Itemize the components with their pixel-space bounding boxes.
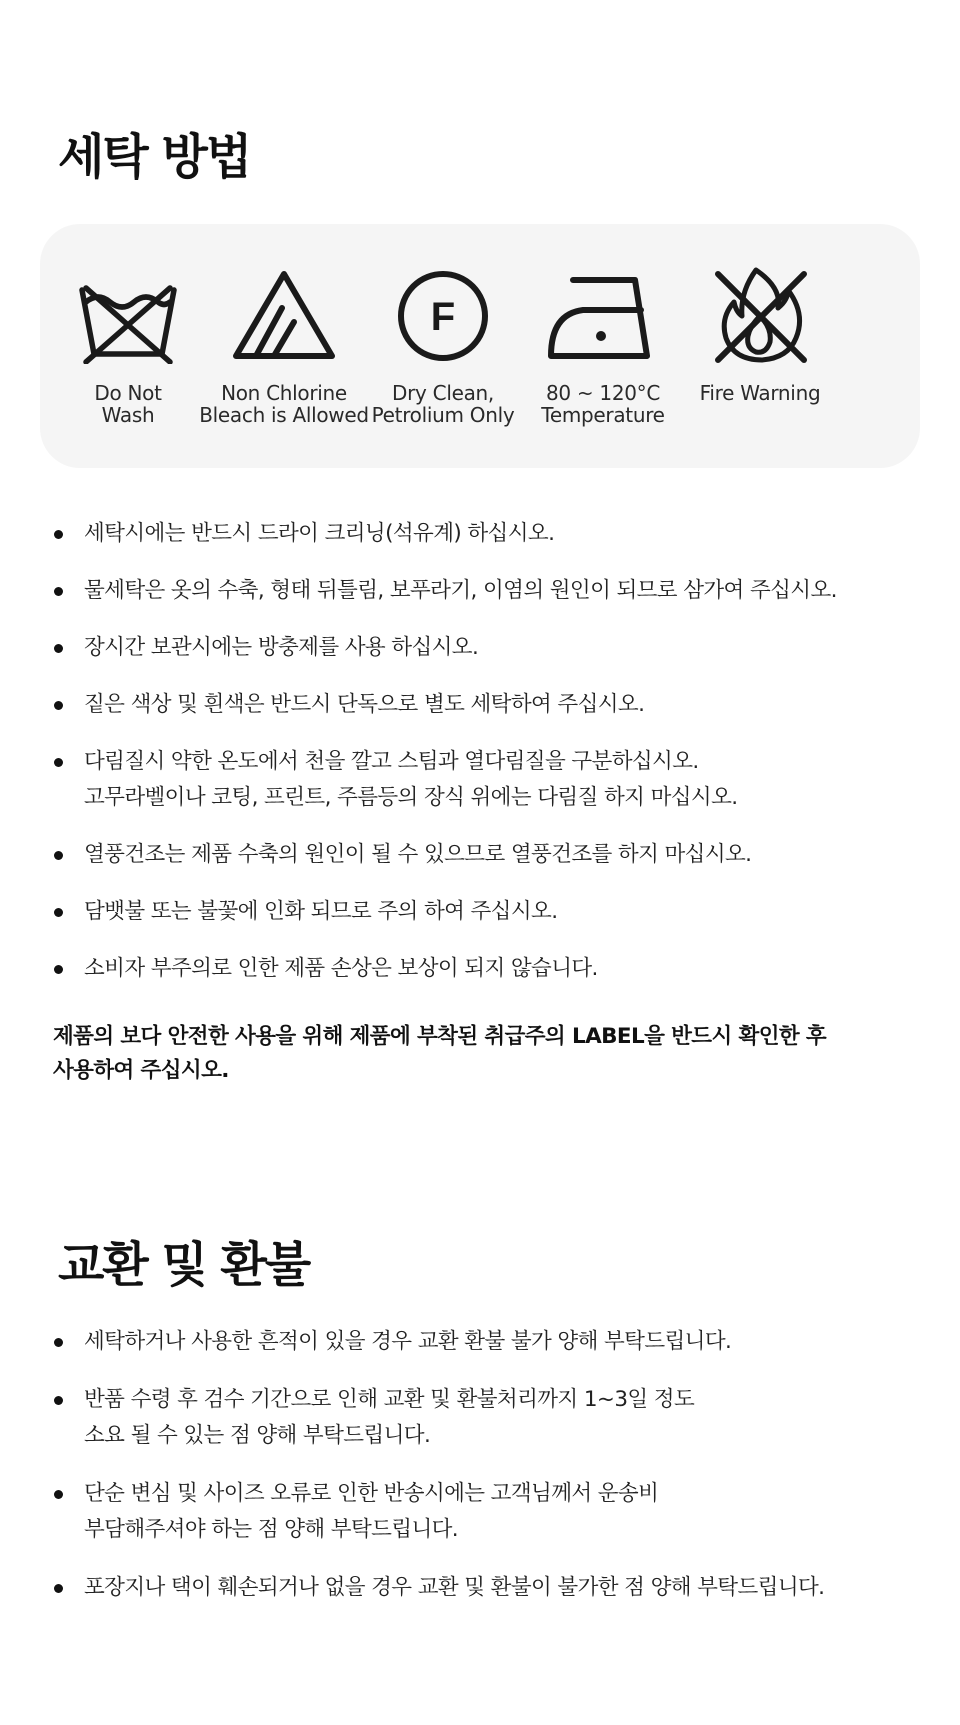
list-item: 다림질시 약한 온도에서 천을 깔고 스팀과 열다림질을 구분하십시오. 고무라벨이나 코팅, 프린트, 주름등의 장식 위에는 다림질 하지 마십시오. — [50, 744, 930, 816]
care-label-notice: 제품의 보다 안전한 사용을 위해 제품에 부착된 취급주의 LABEL을 반드시 확인한 후 사용하여 주십시오. — [53, 1024, 827, 1083]
non-chlorine-bleach-icon — [224, 264, 344, 364]
care-item-dry-clean — [355, 264, 531, 426]
list-item: 짙은 색상 및 흰색은 반드시 단독으로 별도 세탁하여 주십시오. — [50, 687, 930, 723]
care-item-do-not-wash — [40, 264, 216, 426]
fire-warning-label: Fire Warning — [699, 381, 821, 405]
list-item: 열풍건조는 제품 수축의 원인이 될 수 있으므로 열풍건조를 하지 마십시오. — [50, 837, 930, 873]
list-item: 단순 변심 및 사이즈 오류로 인한 반송시에는 고객님께서 운송비 부담해주셔야 하는 점 양해 부탁드립니다. — [50, 1476, 930, 1548]
washing-section-title: 세탁 방법 — [58, 129, 251, 185]
fire-warning-icon — [700, 264, 820, 364]
non-chlorine-bleach-label: Non Chlorine Bleach is Allowed — [199, 381, 369, 427]
list-item: 담뱃불 또는 불꽃에 인화 되므로 주의 하여 주십시오. — [50, 894, 930, 930]
care-item-non-chlorine-bleach — [196, 264, 372, 426]
care-item-iron-temperature — [515, 264, 691, 426]
list-item: 세탁시에는 반드시 드라이 크리닝(석유계) 하십시오. — [50, 516, 930, 552]
list-item: 소비자 부주의로 인한 제품 손상은 보상이 되지 않습니다. — [50, 951, 930, 987]
care-item-fire-warning — [672, 264, 848, 404]
do-not-wash-icon — [68, 264, 188, 364]
dry-clean-label: Dry Clean, Petrolium Only — [371, 381, 515, 427]
list-item: 물세탁은 옷의 수축, 형태 뒤틀림, 보푸라기, 이염의 원인이 되므로 삼가여 주십시오. — [50, 573, 930, 609]
list-item: 세탁하거나 사용한 흔적이 있을 경우 교환 환불 불가 양해 부탁드립니다. — [50, 1324, 930, 1360]
list-item: 장시간 보관시에는 방충제를 사용 하십시오. — [50, 630, 930, 666]
refund-policy-list — [50, 1324, 930, 1628]
dry-clean-glyph: F — [430, 295, 456, 339]
do-not-wash-label: Do Not Wash — [94, 381, 162, 427]
list-item: 반품 수령 후 검수 기간으로 인해 교환 및 환불처리까지 1~3일 정도 소요 될 수 있는 점 양해 부탁드립니다. — [50, 1382, 930, 1454]
iron-temperature-icon — [543, 264, 663, 364]
dry-clean-petroleum-icon — [383, 264, 503, 364]
washing-instructions-list — [50, 516, 930, 1008]
iron-temperature-label: 80 ~ 120°C Temperature — [541, 381, 665, 427]
list-item: 포장지나 택이 훼손되거나 없을 경우 교환 및 환불이 불가한 점 양해 부탁드립니다. — [50, 1570, 930, 1606]
care-symbols-panel — [40, 224, 920, 468]
refund-section-title: 교환 및 환불 — [58, 1237, 310, 1293]
